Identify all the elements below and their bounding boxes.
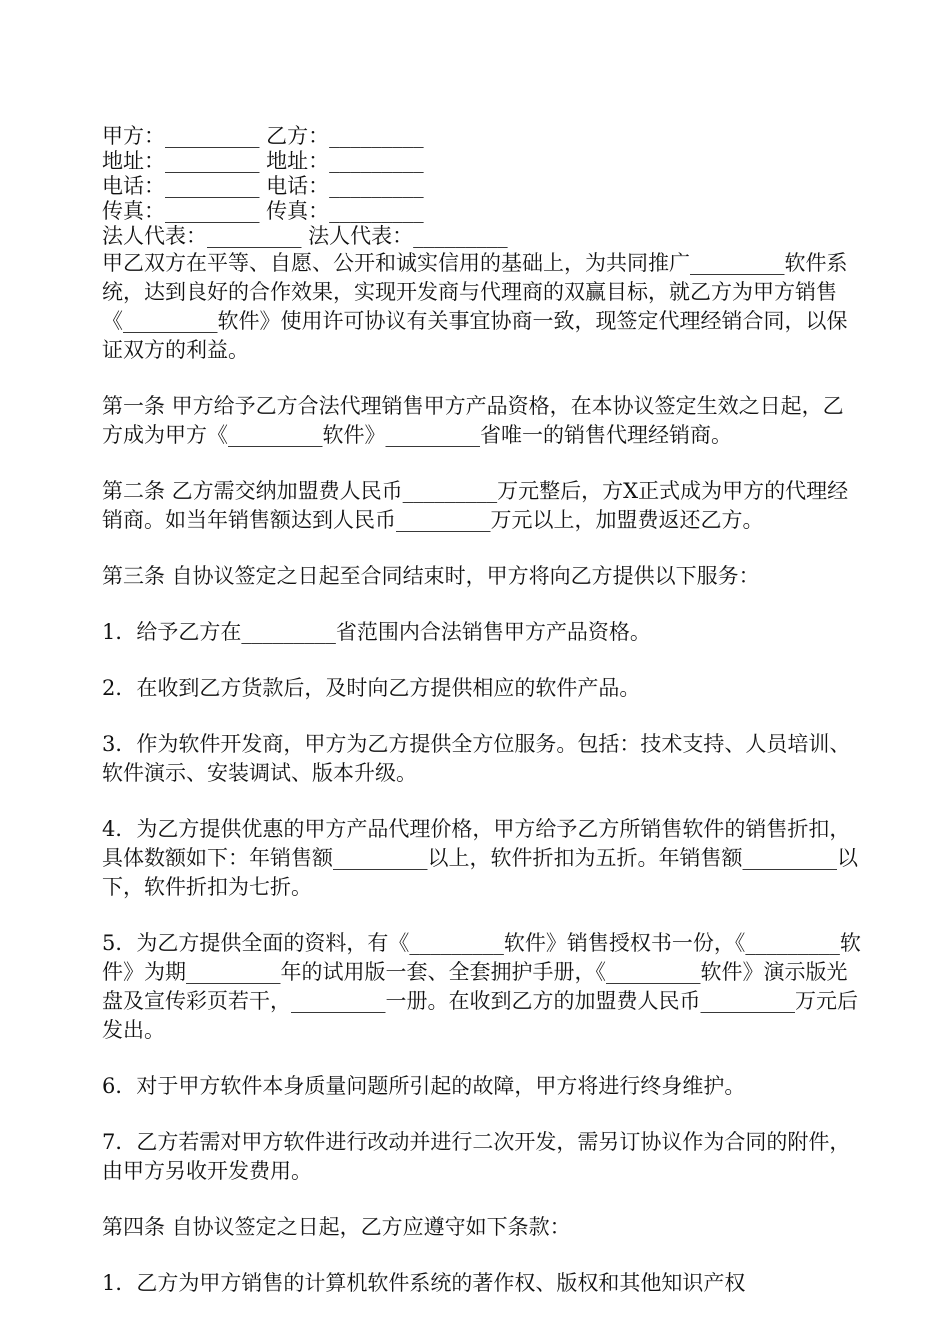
article-3-item-1: 1．给予乙方在_________省范围内合法销售甲方产品资格。 [102,620,651,644]
article-4: 第四条 自协议签定之日起，乙方应遵守如下条款： [102,1215,571,1239]
party-name-line: 甲方：_________ 乙方：_________ [102,124,424,148]
party-address-line: 地址：_________ 地址：_________ [102,149,424,173]
article-1: 第一条 甲方给予乙方合法代理销售甲方产品资格，在本协议签定生效之日起，乙方成为甲方《_________软件》_________省唯一的销售代理经销商。 [102,394,844,447]
intro-paragraph: 甲乙双方在平等、自愿、公开和诚实信用的基础上，为共同推广_________软件系统，达到良好的合作效果，实现开发商与代理商的双赢目标，就乙方为甲方销售《_________软件》使用许可协议有关事宜协商一致，现签定代理经销合同，以保证双方的利益。 [102,251,848,362]
party-legal-rep-line: 法人代表：_________ 法人代表：_________ [102,224,508,248]
article-3-item-7: 7．乙方若需对甲方软件进行改动并进行二次开发，需另订协议作为合同的附件，由甲方另收开发费用。 [102,1130,851,1183]
article-3-item-5: 5．为乙方提供全面的资料，有《_________软件》销售授权书一份，《_________软件》为期_________年的试用版一套、全套拥护手册，《_________软件》演示版光盘及宣传彩页若干，_________一册。在收到乙方的加盟费人民币_________万元后发出。 [102,931,861,1042]
article-3-item-2: 2．在收到乙方货款后，及时向乙方提供相应的软件产品。 [102,676,641,700]
article-3-item-4: 4．为乙方提供优惠的甲方产品代理价格，甲方给予乙方所销售软件的销售折扣，具体数额如下：年销售额_________以上，软件折扣为五折。年销售额_________以下，软件折扣为七折。 [102,817,858,899]
party-phone-line: 电话：_________ 电话：_________ [102,174,424,198]
party-fax-line: 传真：_________ 传真：_________ [102,199,424,223]
article-3-item-3: 3．作为软件开发商，甲方为乙方提供全方位服务。包括：技术支持、人员培训、软件演示、安装调试、版本升级。 [102,732,851,785]
article-4-item-1: 1．乙方为甲方销售的计算机软件系统的著作权、版权和其他知识产权 [102,1271,746,1295]
contract-body [102,249,862,1298]
document-page [102,124,862,1298]
party-info-block [102,124,862,249]
article-3: 第三条 自协议签定之日起至合同结束时，甲方将向乙方提供以下服务： [102,564,760,588]
article-3-item-6: 6．对于甲方软件本身质量问题所引起的故障，甲方将进行终身维护。 [102,1074,746,1098]
article-2: 第二条 乙方需交纳加盟费人民币_________万元整后，方X正式成为甲方的代理经销商。如当年销售额达到人民币_________万元以上，加盟费返还乙方。 [102,479,849,532]
